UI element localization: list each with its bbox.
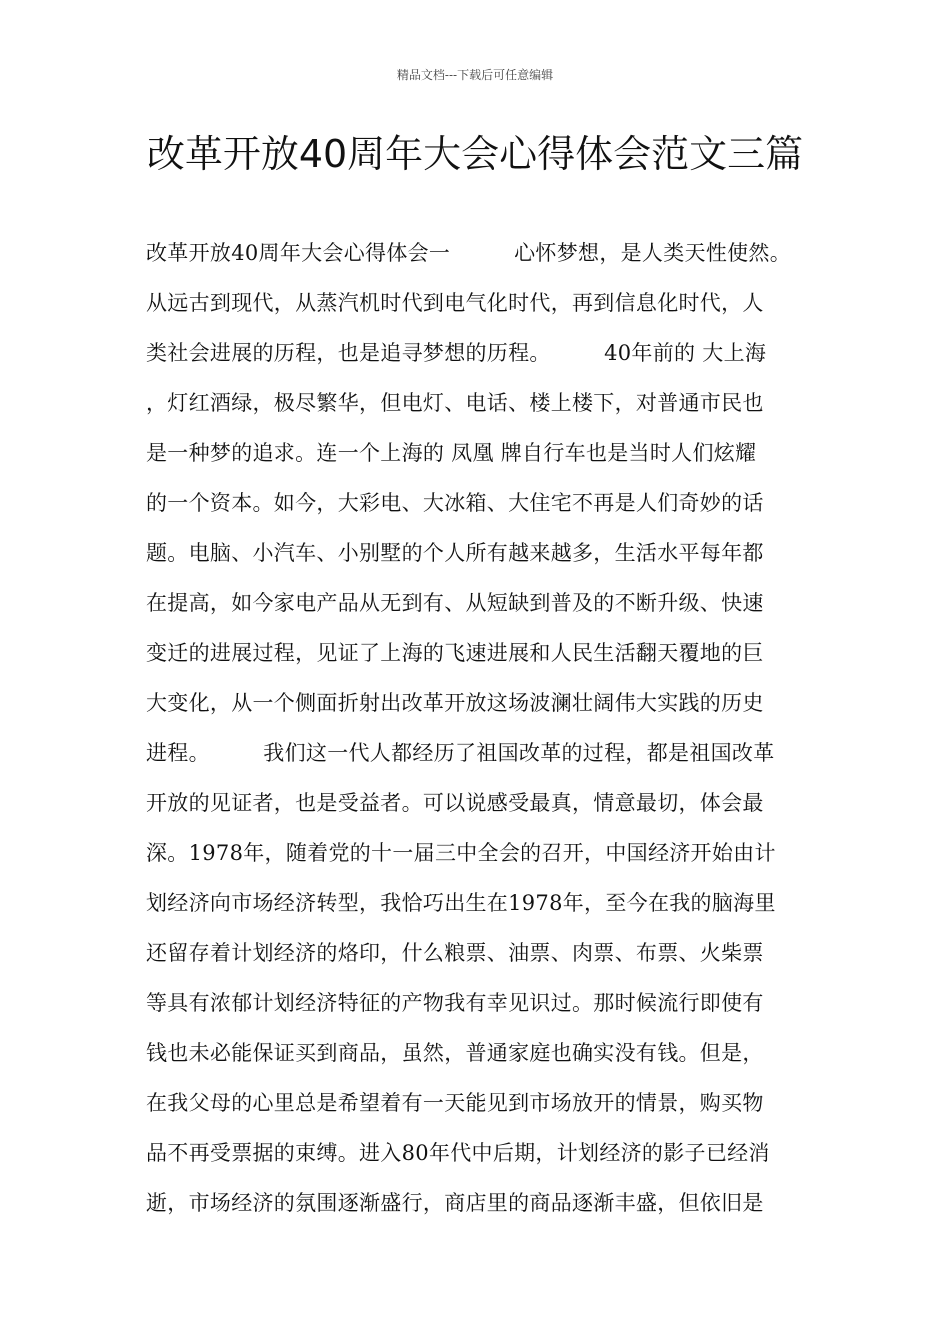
- body-line: 进程。 我们这一代人都经历了祖国改革的过程，都是祖国改革: [146, 741, 775, 765]
- body-line: 在提高，如今家电产品从无到有、从短缺到普及的不断升级、快速: [146, 591, 764, 615]
- body-line: 还留存着计划经济的烙印，什么粮票、油票、肉票、布票、火柴票: [146, 941, 764, 965]
- body-line: 题。电脑、小汽车、小别墅的个人所有越来越多，生活水平每年都: [146, 541, 764, 565]
- body-line: 大变化，从一个侧面折射出改革开放这场波澜壮阔伟大实践的历史: [146, 691, 764, 715]
- page-header-note: 精品文档---下载后可任意编辑: [396, 68, 554, 82]
- body-line: 变迁的进展过程，见证了上海的飞速进展和人民生活翻天覆地的巨: [146, 641, 764, 665]
- body-line: ，灯红酒绿，极尽繁华，但电灯、电话、楼上楼下，对普通市民也: [146, 391, 764, 415]
- document-body: [146, 228, 846, 1228]
- body-line: 在我父母的心里总是希望着有一天能见到市场放开的情景，购买物: [146, 1091, 764, 1115]
- body-line: 改革开放40周年大会心得体会一 心怀梦想，是人类天性使然。: [146, 241, 792, 265]
- body-line: 划经济向市场经济转型，我恰巧出生在1978年，至今在我的脑海里: [146, 891, 776, 915]
- body-line: 逝，市场经济的氛围逐渐盛行，商店里的商品逐渐丰盛，但依旧是: [146, 1191, 764, 1215]
- document-title: 改革开放40周年大会心得体会范文三篇: [146, 132, 804, 176]
- body-line: 是一种梦的追求。连一个上海的 凤凰 牌自行车也是当时人们炫耀: [146, 441, 757, 465]
- body-line: 的一个资本。如今，大彩电、大冰箱、大住宅不再是人们奇妙的话: [146, 491, 764, 515]
- body-line: 从远古到现代，从蒸汽机时代到电气化时代，再到信息化时代，人: [146, 291, 764, 315]
- body-line: 深。1978年，随着党的十一届三中全会的召开，中国经济开始由计: [146, 841, 776, 865]
- body-line: 钱也未必能保证买到商品，虽然，普通家庭也确实没有钱。但是，: [146, 1041, 764, 1065]
- body-line: 类社会进展的历程，也是追寻梦想的历程。 40年前的 大上海: [146, 341, 767, 365]
- body-line: 品不再受票据的束缚。进入80年代中后期，计划经济的影子已经消: [146, 1141, 770, 1165]
- body-line: 开放的见证者，也是受益者。可以说感受最真，情意最切，体会最: [146, 791, 764, 815]
- body-line: 等具有浓郁计划经济特征的产物我有幸见识过。那时候流行即使有: [146, 991, 764, 1015]
